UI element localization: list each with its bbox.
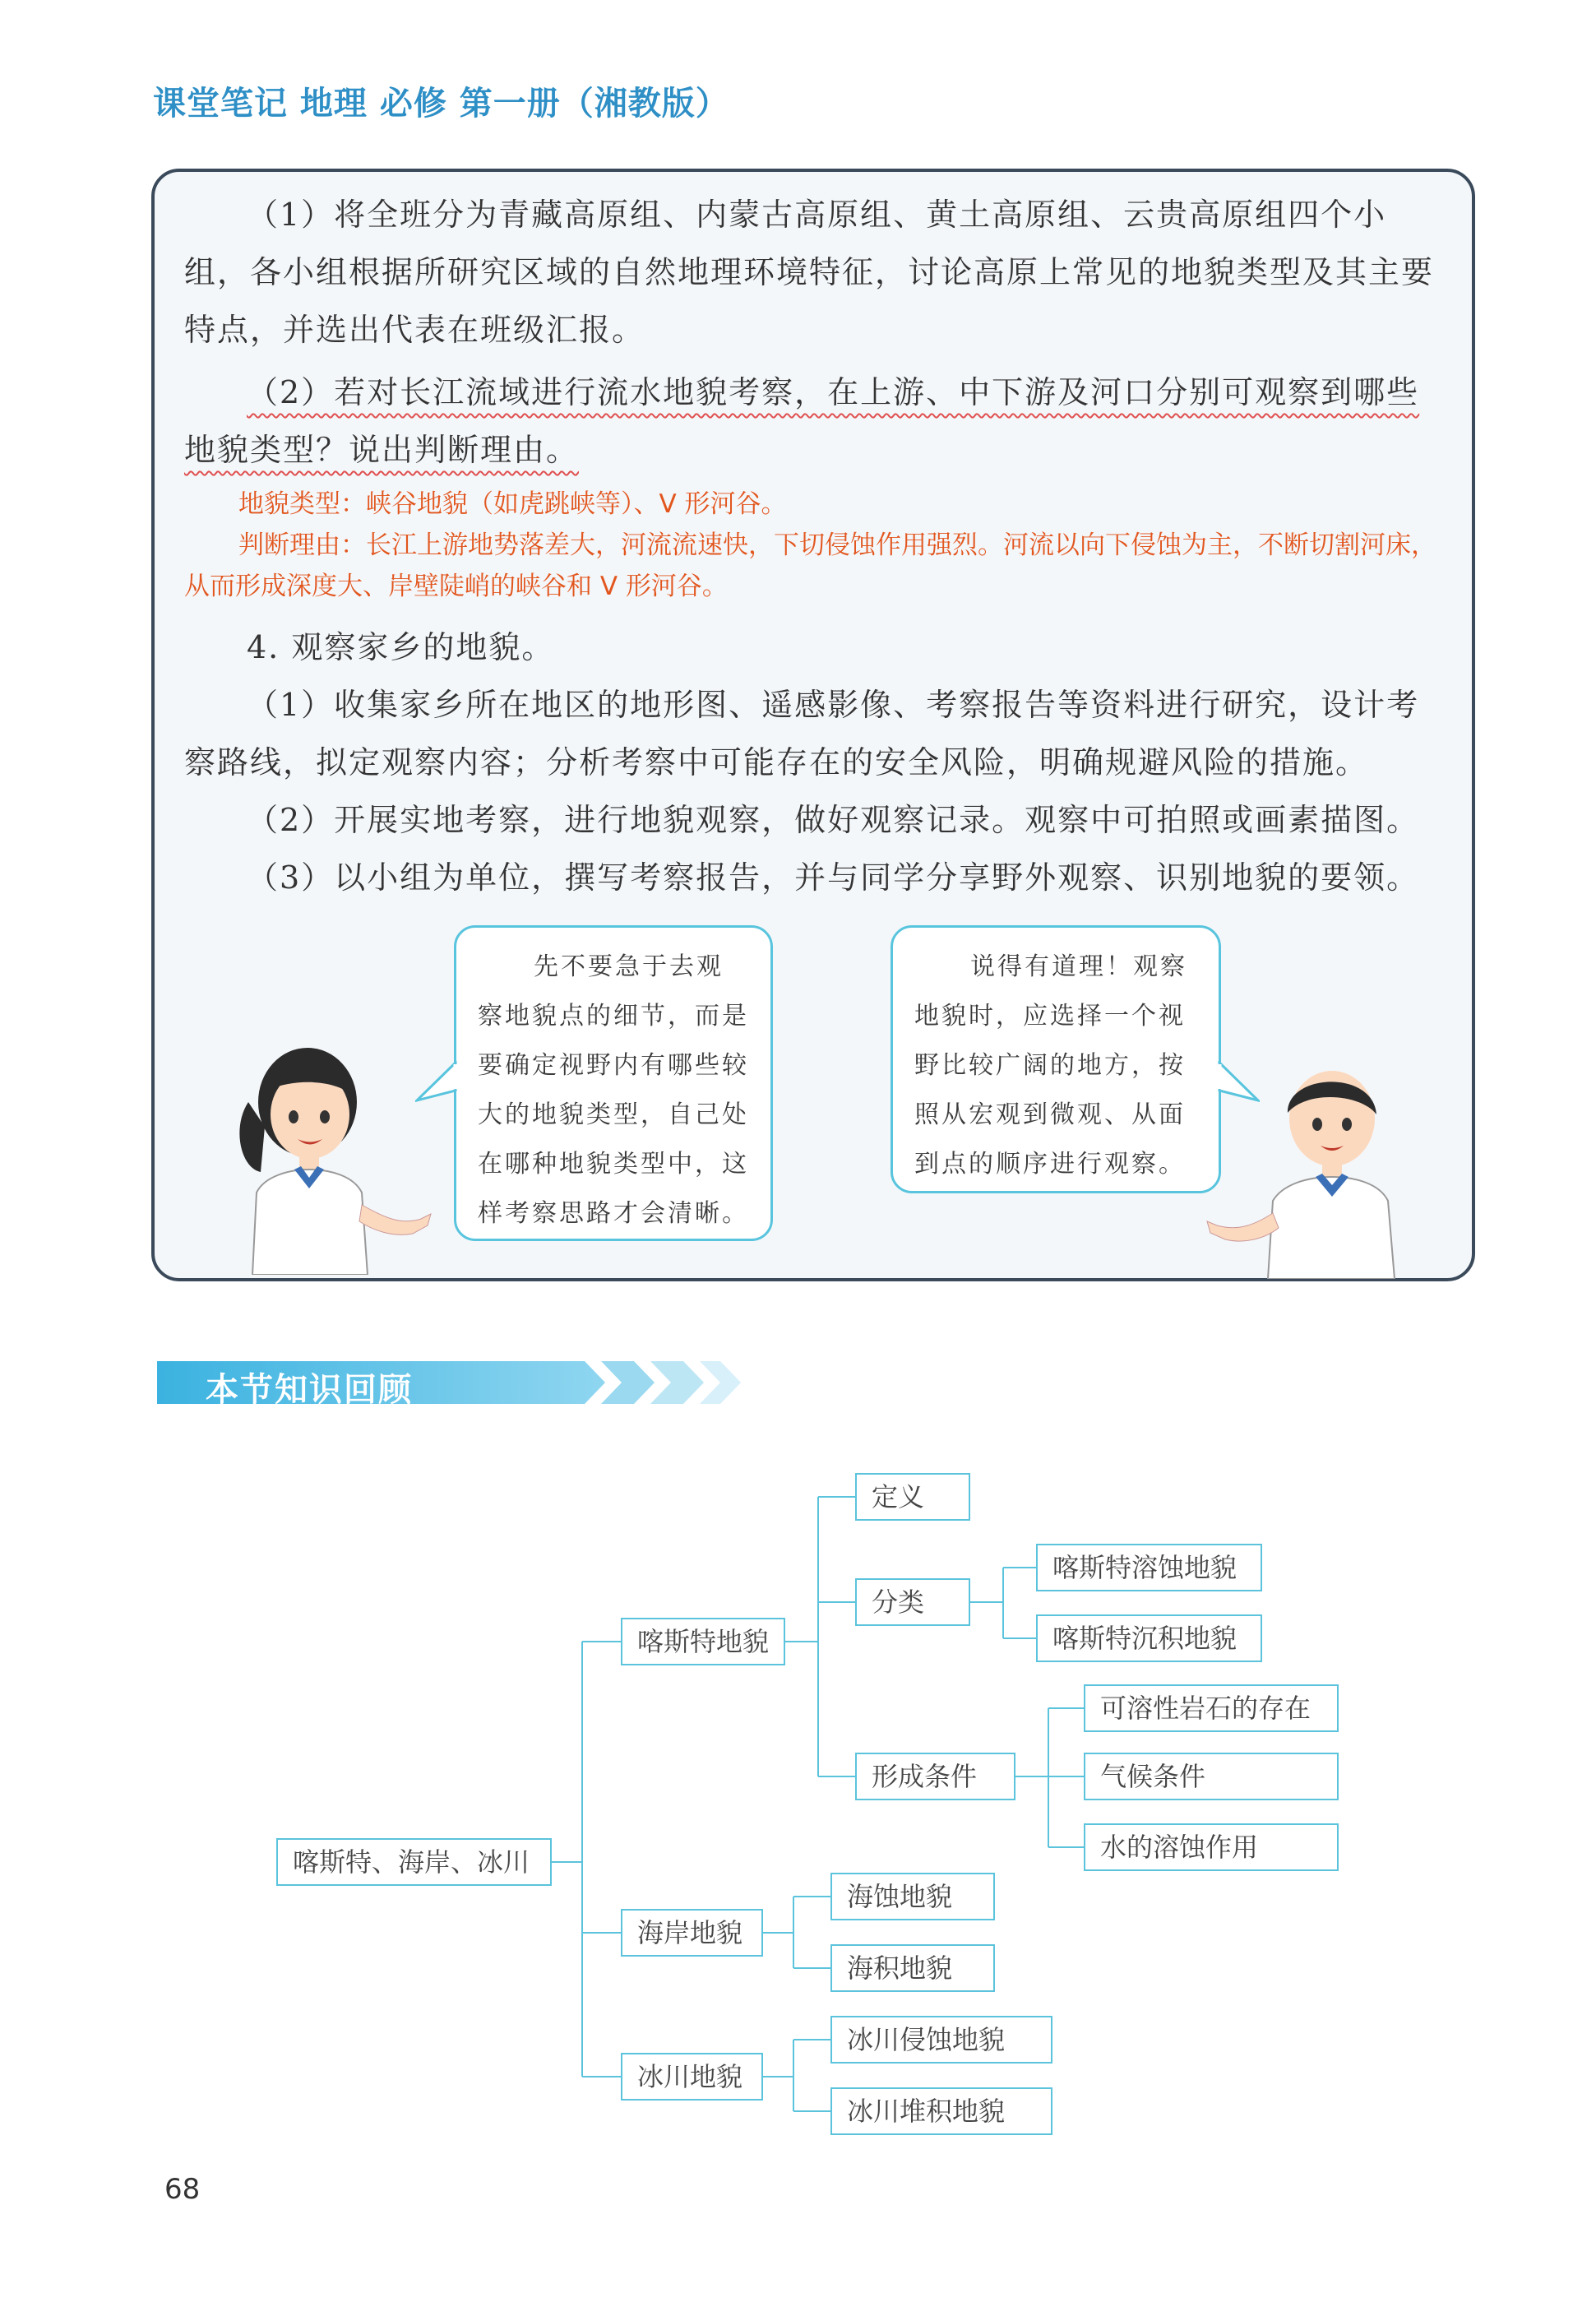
mindmap-root: 喀斯特、海岸、冰川: [276, 1838, 552, 1886]
question-line-2: 地貌类型？说出判断理由。: [184, 432, 580, 468]
node-karst-conditions: 形成条件: [855, 1753, 1015, 1800]
node-climate: 气候条件: [1084, 1753, 1339, 1800]
node-coast: 海岸地貌: [621, 1909, 763, 1957]
node-soluble-rock: 可溶性岩石的存在: [1084, 1684, 1339, 1732]
node-karst-dissolution: 喀斯特溶蚀地貌: [1036, 1544, 1262, 1591]
task-4-item-2: （2）开展实地考察，进行地貌观察，做好观察记录。观察中可拍照或画素描图。: [247, 802, 1420, 838]
page-header: 课堂笔记 地理 必修 第一册（湘教版）: [153, 85, 729, 123]
activity-item-1: （1）将全班分为青藏高原组、内蒙古高原组、黄土高原组、云贵高原组四个小组，各小组根据所研究区域的自然地理环境特征，讨论高原上常见的地貌类型及其主要特点，并选出代表在班级汇报。: [184, 197, 1435, 348]
task-4-title: 4. 观察家乡的地貌。: [247, 629, 555, 665]
node-karst: 喀斯特地貌: [621, 1618, 785, 1665]
page-number: 68: [164, 2173, 201, 2206]
task-4-item-1: （1）收集家乡所在地区的地形图、遥感影像、考察报告等资料进行研究，设计考察路线，拟定观察内容；分析考察中可能存在的安全风险，明确规避风险的措施。: [184, 687, 1420, 780]
node-coast-erosion: 海蚀地貌: [830, 1873, 995, 1920]
node-karst-deposition: 喀斯特沉积地貌: [1036, 1614, 1262, 1662]
boy-speech-text: 说得有道理！观察地貌时，应选择一个视野比较广阔的地方，按照从宏观到微观、从面到点的顺序进行观察。: [914, 952, 1187, 1179]
question-line-1: （2）若对长江流域进行流水地貌考察，在上游、中下游及河口分别可观察到哪些: [247, 374, 1420, 410]
girl-speech-text: 先不要急于去观察地貌点的细节，而是要确定视野内有哪些较大的地貌类型，自己处在哪种地貌类型中，这样考察思路才会清晰。: [478, 952, 749, 1228]
answer-reason: 判断理由：长江上游地势落差大，河流流速快，下切侵蚀作用强烈。河流以向下侵蚀为主，不断切割河床，从而形成深度大、岸壁陡峭的峡谷和 V 形河谷。: [184, 530, 1436, 601]
section-title: 本节知识回顾: [206, 1371, 413, 1409]
node-water-dissolution: 水的溶蚀作用: [1084, 1823, 1339, 1871]
answer-type: 地貌类型：峡谷地貌（如虎跳峡等）、V 形河谷。: [238, 489, 787, 519]
node-karst-classification: 分类: [855, 1578, 970, 1626]
node-glacier: 冰川地貌: [621, 2053, 763, 2101]
node-coast-deposition: 海积地貌: [830, 1944, 995, 1992]
node-karst-definition: 定义: [855, 1473, 970, 1521]
node-glacier-deposition: 冰川堆积地貌: [830, 2087, 1052, 2135]
task-4-item-3: （3）以小组为单位，撰写考察报告，并与同学分享野外观察、识别地貌的要领。: [247, 859, 1420, 896]
node-glacier-erosion: 冰川侵蚀地貌: [830, 2016, 1052, 2064]
